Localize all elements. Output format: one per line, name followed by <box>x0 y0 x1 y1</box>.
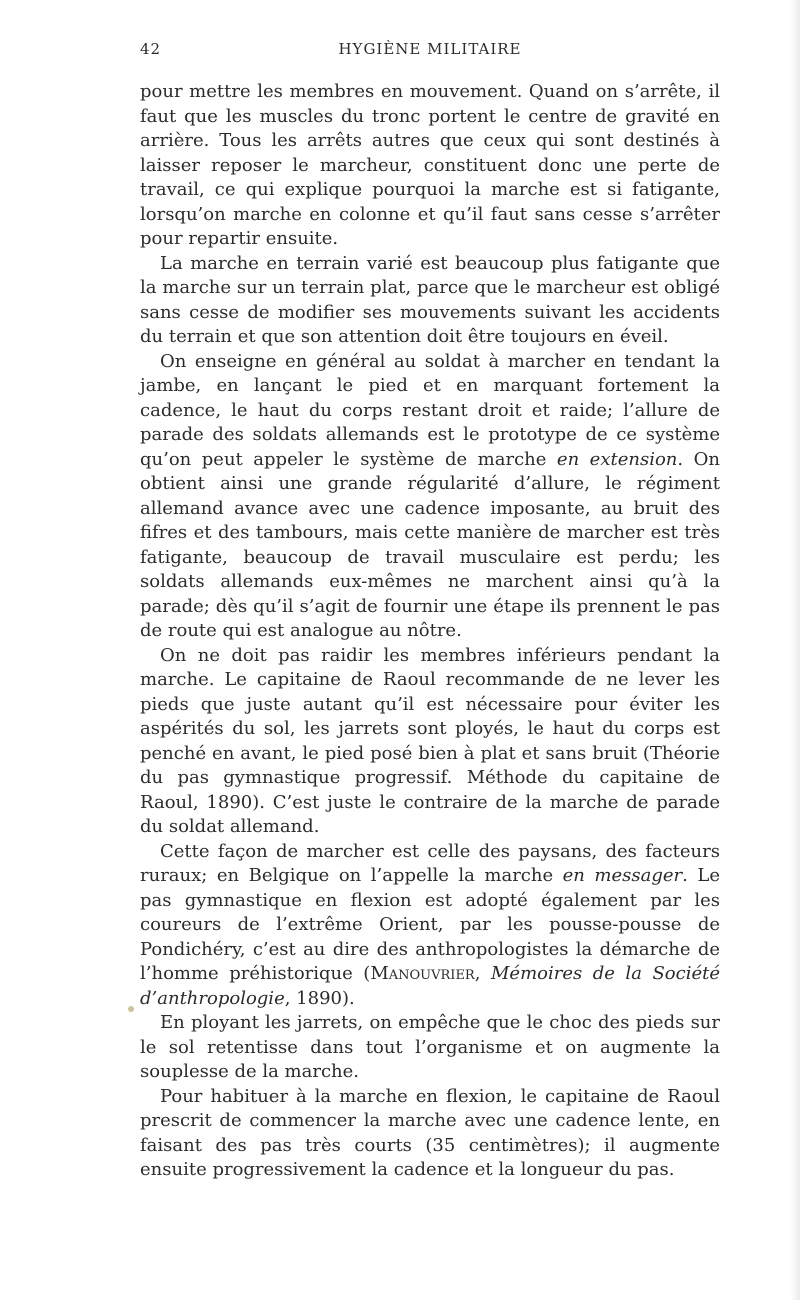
author-name: Manouvrier <box>370 963 475 984</box>
paragraph: pour mettre les membres en mouvement. Quand on s’arrête, il faut que les muscles du tronc portent le centre de gravité en arrière. Tous les arrêts autres que ceux qui sont destinés à laisser reposer le marcheur, constituent donc une perte de travail, ce qui explique pourquoi la marche est si fatigante, lorsqu’on marche en colonne et qu’il faut sans cesse s’arrêter pour repartir ensuite. <box>140 81 720 249</box>
paragraph: On ne doit pas raidir les membres inférieurs pendant la marche. Le capitaine de Raoul recommande de ne lever les pieds que juste autant qu’il est nécessaire pour éviter les aspérités du sol, les jarrets sont ployés, le haut du corps est penché en avant, le pied posé bien à plat et sans bruit (Théorie du pas gymnastique progressif. Méthode du capitaine de Raoul, 1890). C’est juste le contraire de la marche de parade du soldat allemand. <box>140 644 720 837</box>
italic-term: en messager <box>562 865 683 886</box>
citation-title: Mémoires de la Société d’anthropologie <box>140 963 720 1009</box>
margin-mark <box>128 1006 134 1012</box>
italic-term: en extension <box>556 448 678 470</box>
page-edge-shadow <box>790 0 800 1300</box>
paragraph: On enseigne en général au soldat à marcher en tendant la jambe, en lançant le pied et en marquant fortement la cadence, le haut du corps restant droit et raide; l’allure de parade des soldats allemands est le prototype de ce système qu’on peut appeler le système de marche en extension. On obtient ainsi une grande régularité d’allure, le régiment allemand avance avec une cadence imposante, au bruit des fifres et des tambours, mais cette manière de marcher est très fatigante, beaucoup de travail musculaire est perdu; les soldats allemands eux-mêmes ne marchent ainsi qu’à la parade; dès qu’il s’agit de fournir une étape ils prennent le pas de route qui est analogue au nôtre. <box>140 350 720 641</box>
paragraph: La marche en terrain varié est beaucoup plus fatigante que la marche sur un terrain plat, parce que le marcheur est obligé sans cesse de modifier ses mouvements suivant les accidents du terrain et que son attention doit être toujours en éveil. <box>140 252 720 347</box>
page-number: 42 <box>140 40 162 58</box>
paragraph: En ployant les jarrets, on empêche que le choc des pieds sur le sol retentisse dans tout l’organisme et on augmente la souplesse de la marche. <box>140 1012 720 1082</box>
paragraph: Cette façon de marcher est celle des paysans, des facteurs ruraux; en Belgique on l’appelle la marche en messager. Le pas gymnastique en flexion est adopté également par les coureurs de l’extrême Orient, par les pousse-pousse de Pondichéry, c’est au dire des anthropologistes la démarche de l’homme préhistorique (Manouvrier, Mémoires de la Société d’anthropologie, 1890). <box>140 840 720 1009</box>
page-header <box>140 40 720 64</box>
paragraph: Pour habituer à la marche en flexion, le capitaine de Raoul prescrit de commencer la marche avec une cadence lente, en faisant des pas très courts (35 centimètres); il augmente ensuite progressivement la cadence et la longueur du pas. <box>140 1085 720 1180</box>
body-text <box>140 80 720 1183</box>
running-title: HYGIÈNE MILITAIRE <box>338 40 522 58</box>
